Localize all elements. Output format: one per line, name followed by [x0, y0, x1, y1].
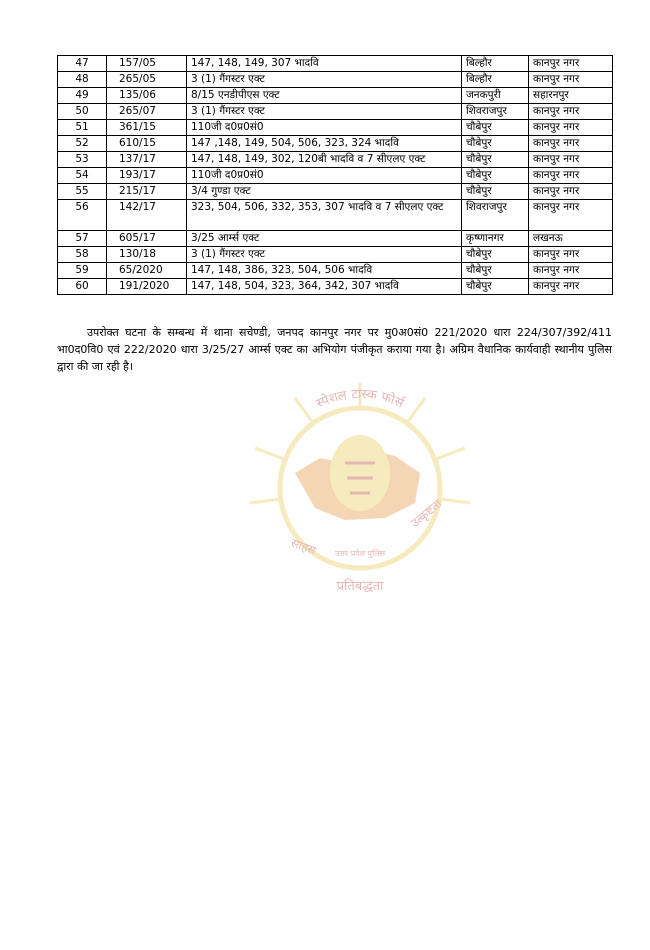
table-row [58, 136, 613, 152]
fir-number-cell: 142/17 [107, 200, 187, 231]
district-cell: कानपुर नगर [529, 200, 613, 231]
sections-cell: 110जी द0प्र0सं0 [187, 168, 462, 184]
fir-number-cell: 610/15 [107, 136, 187, 152]
district-cell: कानपुर नगर [529, 263, 613, 279]
district-cell: कानपुर नगर [529, 136, 613, 152]
table-row [58, 263, 613, 279]
police-station-cell: चौबेपुर [462, 263, 529, 279]
table-row [58, 56, 613, 72]
police-station-cell: चौबेपुर [462, 152, 529, 168]
fir-number-cell: 157/05 [107, 56, 187, 72]
police-station-cell: जनकपुरी [462, 88, 529, 104]
district-cell: कानपुर नगर [529, 120, 613, 136]
row-number-cell: 60 [58, 279, 107, 295]
police-station-cell: कृष्णानगर [462, 231, 529, 247]
district-cell: कानपुर नगर [529, 184, 613, 200]
row-number-cell: 49 [58, 88, 107, 104]
police-station-cell: चौबेपुर [462, 279, 529, 295]
sections-cell: 3 (1) गैंगस्टर एक्ट [187, 72, 462, 88]
district-cell: कानपुर नगर [529, 56, 613, 72]
police-station-cell: चौबेपुर [462, 247, 529, 263]
sections-cell: 147, 148, 149, 307 भादवि [187, 56, 462, 72]
watermark-right-text: उत्कृष्टता [407, 496, 445, 531]
district-cell: लखनऊ [529, 231, 613, 247]
sections-cell: 147, 148, 386, 323, 504, 506 भादवि [187, 263, 462, 279]
police-station-cell: चौबेपुर [462, 136, 529, 152]
sections-cell: 110जी द0प्र0सं0 [187, 120, 462, 136]
stf-logo-watermark [235, 378, 485, 603]
district-cell: कानपुर नगर [529, 168, 613, 184]
fir-number-cell: 215/17 [107, 184, 187, 200]
row-number-cell: 47 [58, 56, 107, 72]
sections-cell: 147, 148, 504, 323, 364, 342, 307 भादवि [187, 279, 462, 295]
row-number-cell: 59 [58, 263, 107, 279]
row-number-cell: 55 [58, 184, 107, 200]
sections-cell: 3 (1) गैंगस्टर एक्ट [187, 104, 462, 120]
district-cell: कानपुर नगर [529, 247, 613, 263]
fir-number-cell: 265/05 [107, 72, 187, 88]
police-station-cell: चौबेपुर [462, 120, 529, 136]
row-number-cell: 54 [58, 168, 107, 184]
fir-number-cell: 191/2020 [107, 279, 187, 295]
row-number-cell: 53 [58, 152, 107, 168]
row-number-cell: 50 [58, 104, 107, 120]
sections-cell: 8/15 एनडीपीएस एक्ट [187, 88, 462, 104]
row-number-cell: 58 [58, 247, 107, 263]
police-station-cell: चौबेपुर [462, 168, 529, 184]
sections-cell: 3/25 आर्म्स एक्ट [187, 231, 462, 247]
watermark-top-text: स्पेशल टास्क फोर्स [314, 386, 406, 412]
table-body [58, 56, 613, 295]
table-row [58, 104, 613, 120]
table-row [58, 120, 613, 136]
fir-number-cell: 265/07 [107, 104, 187, 120]
body-paragraph: उपरोक्त घटना के सम्बन्ध में थाना सचेण्डी, जनपद कानपुर नगर पर मु0अ0सं0 221/2020 धारा 224/307/392/411 भा0द0वि0 एवं 222/2020 धारा 3/25/27 आर्म्स एक्ट का अभियोग पंजीकृत कराया गया है। अग्रिम वैधानिक कार्यवाही स्थानीय पुलिस द्वारा की जा रही है। [57, 326, 612, 373]
table-row [58, 168, 613, 184]
district-cell: कानपुर नगर [529, 104, 613, 120]
fir-number-cell: 605/17 [107, 231, 187, 247]
fir-number-cell: 137/17 [107, 152, 187, 168]
table-row [58, 231, 613, 247]
table-row [58, 200, 613, 231]
table-row [58, 247, 613, 263]
row-number-cell: 48 [58, 72, 107, 88]
row-number-cell: 57 [58, 231, 107, 247]
fir-number-cell: 193/17 [107, 168, 187, 184]
row-number-cell: 52 [58, 136, 107, 152]
sections-cell: 323, 504, 506, 332, 353, 307 भादवि व 7 सीएलए एक्ट [187, 200, 462, 231]
table-row [58, 88, 613, 104]
watermark-inner-text: उत्तर प्रदेश पुलिस [335, 549, 385, 558]
district-cell: कानपुर नगर [529, 279, 613, 295]
table-row [58, 72, 613, 88]
police-station-cell: चौबेपुर [462, 184, 529, 200]
watermark-bottom-text: प्रतिबद्धता [336, 579, 384, 594]
sections-cell: 3 (1) गैंगस्टर एक्ट [187, 247, 462, 263]
fir-number-cell: 361/15 [107, 120, 187, 136]
sections-cell: 3/4 गुण्डा एक्ट [187, 184, 462, 200]
fir-number-cell: 135/06 [107, 88, 187, 104]
district-cell: सहारनपुर [529, 88, 613, 104]
district-cell: कानपुर नगर [529, 152, 613, 168]
row-number-cell: 56 [58, 200, 107, 231]
police-station-cell: बिल्हौर [462, 56, 529, 72]
table-row [58, 152, 613, 168]
police-station-cell: बिल्हौर [462, 72, 529, 88]
watermark-left-text: साहस [288, 535, 318, 558]
sections-cell: 147 ,148, 149, 504, 506, 323, 324 भादवि [187, 136, 462, 152]
sections-cell: 147, 148, 149, 302, 120बी भादवि व 7 सीएलए एक्ट [187, 152, 462, 168]
fir-number-cell: 130/18 [107, 247, 187, 263]
police-station-cell: शिवराजपुर [462, 200, 529, 231]
fir-number-cell: 65/2020 [107, 263, 187, 279]
table-row [58, 279, 613, 295]
district-cell: कानपुर नगर [529, 72, 613, 88]
criminal-history-table [57, 55, 613, 295]
table-row [58, 184, 613, 200]
tiger-icon [330, 435, 390, 511]
row-number-cell: 51 [58, 120, 107, 136]
police-station-cell: शिवराजपुर [462, 104, 529, 120]
